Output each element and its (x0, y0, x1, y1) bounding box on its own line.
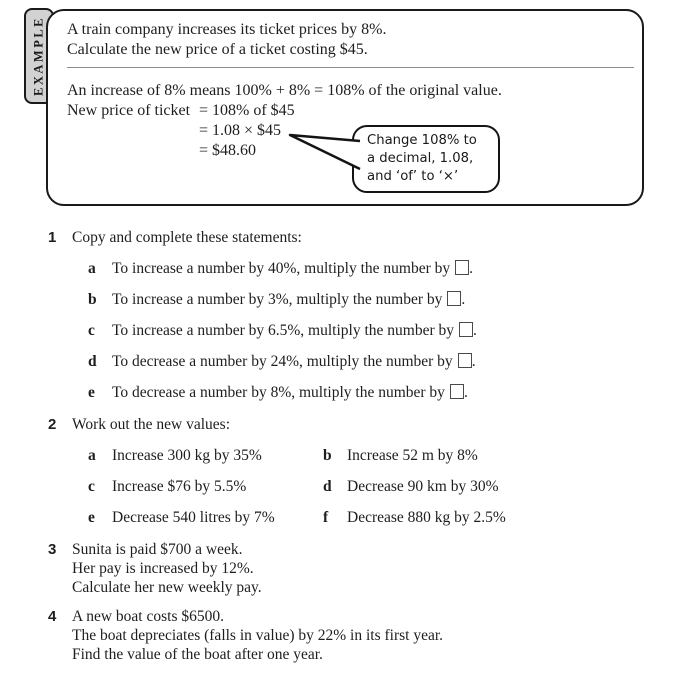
item-label: d (88, 353, 97, 370)
statement-item-c (88, 321, 648, 341)
item-text: To increase a number by 6.5%, multiply the number by . (112, 322, 477, 339)
callout-line3: and ‘of’ to ‘×’ (367, 169, 459, 184)
callout-bubble (352, 125, 500, 193)
question-1-number: 1 (48, 229, 57, 246)
q2-item-e: e Decrease 540 litres by 7% (88, 509, 275, 526)
item-label: c (88, 322, 95, 339)
question-3 (48, 540, 648, 597)
exercise-questions (48, 228, 648, 664)
q3-line-1: Sunita is paid $700 a week. (72, 541, 243, 558)
example-box (46, 9, 644, 206)
q2-item-a: a Increase 300 kg by 35% (88, 447, 262, 464)
answer-box (459, 322, 473, 337)
q2-row-2 (88, 477, 648, 497)
question-3-text (72, 540, 262, 597)
solution-eq3: = $48.60 (199, 142, 257, 159)
question-1-items (88, 259, 648, 403)
q2-row-3 (88, 508, 648, 528)
q4-line-2: The boat depreciates (falls in value) by 22% in its first year. (72, 627, 444, 644)
example-divider (67, 67, 634, 68)
question-3-number: 3 (48, 541, 57, 558)
question-2 (48, 415, 648, 435)
callout-line2: a decimal, 1.08, (367, 151, 474, 166)
q2-item-d: d Decrease 90 km by 30% (323, 478, 499, 495)
example-problem-line1: A train company increases its ticket prices by 8%. (67, 21, 387, 38)
q2-item-f: f Decrease 880 kg by 2.5% (323, 509, 506, 526)
statement-item-a (88, 259, 648, 279)
example-tab-label: EXAMPLE (31, 16, 46, 96)
q2-row-1 (88, 446, 648, 466)
q2-item-b: b Increase 52 m by 8% (323, 447, 478, 464)
example-solution-intro: An increase of 8% means 100% + 8% = 108% of the original value. (67, 82, 502, 99)
item-text: To decrease a number by 8%, multiply the number by . (112, 384, 468, 401)
answer-box (447, 291, 461, 306)
answer-box (458, 353, 472, 368)
statement-item-e (88, 383, 648, 403)
question-2-prompt: Work out the new values: (72, 416, 231, 433)
question-1-prompt: Copy and complete these statements: (72, 229, 302, 246)
item-text: To increase a number by 40%, multiply the number by . (112, 260, 473, 277)
answer-box (455, 260, 469, 275)
q4-line-3: Find the value of the boat after one year. (72, 646, 323, 663)
solution-eq1: = 108% of $45 (199, 102, 295, 119)
question-4 (48, 607, 648, 664)
solution-equations (199, 101, 295, 161)
example-problem-line2: Calculate the new price of a ticket costing $45. (67, 41, 368, 58)
q3-line-3: Calculate her new weekly pay. (72, 579, 262, 596)
example-solution-working (67, 101, 623, 161)
callout-line1: Change 108% to (367, 133, 477, 148)
statement-item-d (88, 352, 648, 372)
answer-box (450, 384, 464, 399)
q4-line-1: A new boat costs $6500. (72, 608, 224, 625)
question-2-items (48, 446, 648, 528)
solution-eq2: = 1.08 × $45 (199, 122, 282, 139)
q3-line-2: Her pay is increased by 12%. (72, 560, 254, 577)
question-2-number: 2 (48, 416, 57, 433)
question-4-number: 4 (48, 608, 57, 625)
q2-item-c: c Increase $76 by 5.5% (88, 478, 247, 495)
question-1 (48, 228, 648, 248)
question-4-text (72, 607, 443, 664)
item-label: a (88, 260, 96, 277)
item-text: To decrease a number by 24%, multiply the number by . (112, 353, 476, 370)
item-label: e (88, 384, 95, 401)
item-text: To increase a number by 3%, multiply the number by . (112, 291, 466, 308)
item-label: b (88, 291, 97, 308)
solution-lead: New price of ticket (67, 102, 191, 119)
statement-item-b (88, 290, 648, 310)
